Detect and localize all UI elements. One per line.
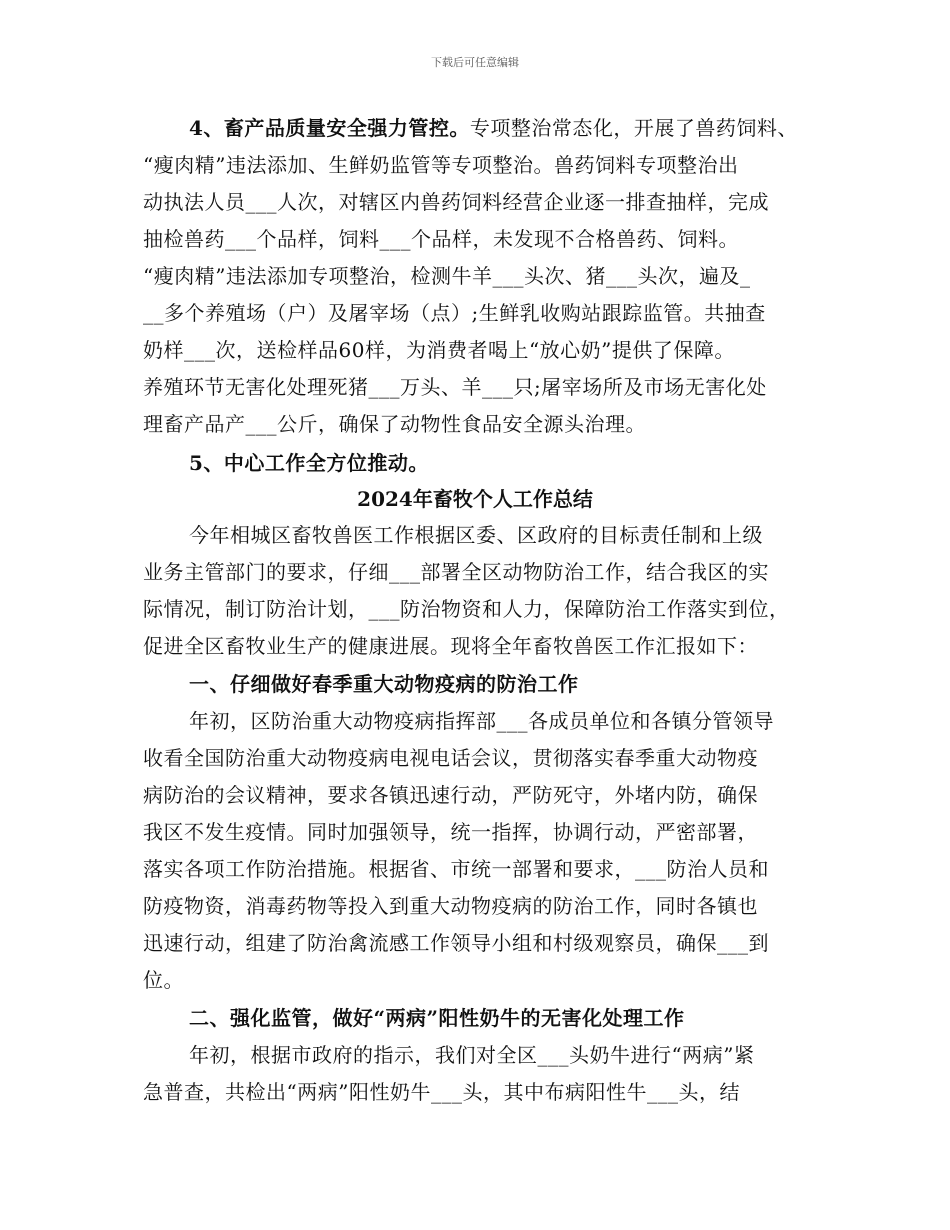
intro-line-2: 业务主管部门的要求，仔细___部署全区动物防治工作，结合我区的实	[143, 560, 769, 584]
intro-line-1: 今年相城区畜牧兽医工作根据区委、区政府的目标责任制和上级	[189, 523, 763, 547]
section4-line-2: “瘦肉精”违法添加、生鲜奶监管等专项整治。兽药饲料专项整治出	[143, 153, 739, 177]
part1-line-8: 位。	[143, 968, 184, 992]
part2-line-2: 急普查，共检出“两病”阳性奶牛___头，其中布病阳性牛___头，结	[143, 1080, 740, 1104]
part1-line-3: 病防治的会议精神，要求各镇迅速行动，严防死守，外堵内防，确保	[143, 783, 758, 807]
section4-line-1	[189, 116, 798, 140]
intro-line-3: 际情况，制订防治计划，___防治物资和人力，保障防治工作落实到位，	[143, 597, 790, 621]
section4-lead: 4、畜产品质量安全强力管控。	[189, 116, 470, 140]
section4-line-9: 理畜产品产___公斤，确保了动物性食品安全源头治理。	[143, 412, 646, 436]
section4-line-8: 养殖环节无害化处理死猪___万头、羊___只;屠宰场所及市场无害化处	[143, 375, 767, 399]
part1-line-6: 防疫物资，消毒药物等投入到重大动物疫病的防治工作，同时各镇也	[143, 894, 758, 918]
part1-line-4: 我区不发生疫情。同时加强领导，统一指挥，协调行动，严密部署，	[143, 820, 758, 844]
part1-line-5: 落实各项工作防治措施。根据省、市统一部署和要求，___防治人员和	[143, 857, 769, 881]
part1-line-1: 年初，区防治重大动物疫病指挥部___各成员单位和各镇分管领导	[189, 709, 774, 733]
document-title: 2024年畜牧个人工作总结	[357, 487, 593, 511]
section4-line-5: “瘦肉精”违法添加专项整治，检测牛羊___头次、猪___头次，遍及_	[143, 264, 751, 288]
header-note: 下载后可任意编辑	[431, 56, 519, 69]
section5-heading: 5、中心工作全方位推动。	[189, 451, 429, 475]
intro-line-4: 促进全区畜牧业生产的健康进展。现将全年畜牧兽医工作汇报如下：	[143, 634, 758, 658]
section4-line-7: 奶样___次，送检样品60样，为消费者喝上“放心奶”提供了保障。	[143, 338, 735, 362]
heading-part2: 二、强化监管，做好“两病”阳性奶牛的无害化处理工作	[189, 1006, 685, 1030]
section4-line-6: __多个养殖场（户）及屠宰场（点）;生鲜乳收购站跟踪监管。共抽查	[143, 301, 766, 325]
part1-line-7: 迅速行动，组建了防治禽流感工作领导小组和村级观察员，确保___到	[143, 931, 769, 955]
section4-line-4: 抽检兽药___个品样，饲料___个品样，未发现不合格兽药、饲料。	[143, 227, 739, 251]
part2-line-1: 年初，根据市政府的指示，我们对全区___头奶牛进行“两病”紧	[189, 1043, 755, 1067]
heading-part1: 一、仔细做好春季重大动物疫病的防治工作	[189, 672, 579, 696]
section4-line-3: 动执法人员___人次，对辖区内兽药饲料经营企业逐一排查抽样，完成	[143, 190, 769, 214]
part1-line-2: 收看全国防治重大动物疫病电视电话会议，贯彻落实春季重大动物疫	[143, 746, 758, 770]
section4-text-1: 专项整治常态化，开展了兽药饲料、	[469, 116, 798, 140]
